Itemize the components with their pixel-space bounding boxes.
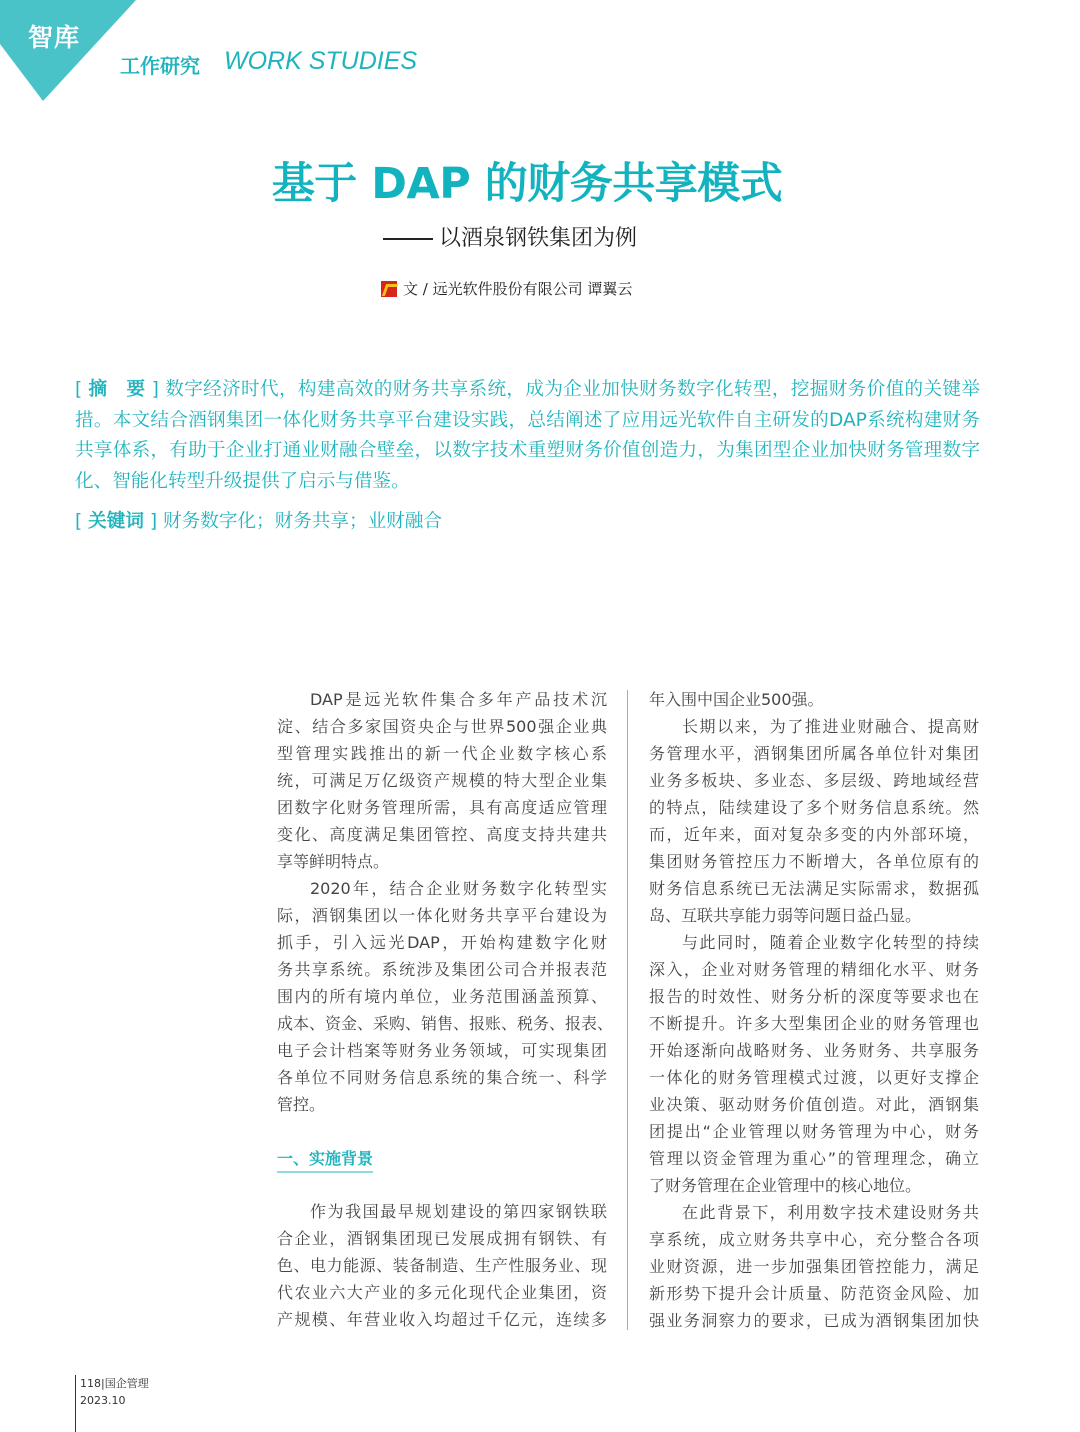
text-line: 管控。 xyxy=(277,1095,326,1114)
text-line: 享系统，成立财务共享中心，充分整合各项 xyxy=(649,1230,979,1249)
text-line: 财务信息系统已无法满足实际需求，数据孤 xyxy=(649,879,979,898)
text-line: 各单位不同财务信息系统的集合统一、科学 xyxy=(277,1068,607,1087)
text-line: 报告的时效性、财务分析的深度等要求也在 xyxy=(649,987,979,1006)
text-line: DAP是远光软件集合多年产品技术沉 xyxy=(310,690,607,709)
text-line: 务管理水平，酒钢集团所属各单位针对集团 xyxy=(649,744,979,763)
text-line: 岛、互联共享能力弱等问题日益凸显。 xyxy=(649,906,922,925)
text-line: 一体化的财务管理模式过渡，以更好支撑企 xyxy=(649,1068,979,1087)
paragraph xyxy=(277,1198,607,1333)
footer-page-info: 118|国企管理 xyxy=(80,1377,149,1390)
text-line: 型管理实践推出的新一代企业数字核心系 xyxy=(277,744,607,763)
text-line: 深入，企业对财务管理的精细化水平、财务 xyxy=(649,960,979,979)
body-column-left-continued xyxy=(277,1198,607,1333)
text-line: 而，近年来，面对复杂多变的内外部环境， xyxy=(649,825,979,844)
dash-rule xyxy=(383,238,433,240)
paragraph xyxy=(649,1199,979,1334)
magazine-name: 国企管理 xyxy=(104,1377,149,1390)
abstract-text: 数字经济时代，构建高效的财务共享系统，成为企业加快财务数字化转型，挖掘财务价值的关键举措。本文结合酒钢集团一体化财务共享平台建设实践，总结阐述了应用远光软件自主研发的DAP系统构建财务共享体系，有助于企业打通业财融合壁垒，以数字技术重塑财务价值创造力，为集团型企业加快财务管理数字化、智能化转型升级提供了启示与借鉴。 xyxy=(75,379,980,492)
keywords-label: 关键词 xyxy=(88,511,144,532)
section-heading: 一、实施背景 xyxy=(277,1146,373,1173)
issue-date: 2023.10 xyxy=(80,1394,126,1407)
text-line: 享等鲜明特点。 xyxy=(277,852,390,871)
text-line: 色、电力能源、装备制造、生产性服务业、现 xyxy=(277,1256,607,1275)
text-line: 的特点，陆续建设了多个财务信息系统。然 xyxy=(649,798,979,817)
text-line: 开始逐渐向战略财务、业务财务、共享服务 xyxy=(649,1041,979,1060)
text-line: 2020年，结合企业财务数字化转型实 xyxy=(310,879,607,898)
section-title-cn: 工作研究 xyxy=(120,54,200,78)
text-line: 与此同时，随着企业数字化转型的持续 xyxy=(682,933,979,952)
keywords: [ 关键词 ] 财务数字化；财务共享；业财融合 xyxy=(75,511,442,532)
text-line: 团提出“企业管理以财务管理为中心，财务 xyxy=(649,1122,979,1141)
paragraph xyxy=(649,713,979,929)
page-number: 118 xyxy=(80,1377,101,1390)
company-logo-icon xyxy=(381,281,397,297)
byline xyxy=(381,278,632,299)
text-line: 合企业，酒钢集团现已发展成拥有钢铁、有 xyxy=(277,1229,607,1248)
article-title: 基于 DAP 的财务共享模式 xyxy=(271,159,783,209)
text-line: 年入围中国企业500强。 xyxy=(649,690,824,709)
abstract-label: 摘 要 xyxy=(88,379,146,400)
text-line: 产规模、年营业收入均超过千亿元，连续多 xyxy=(277,1310,607,1329)
text-line: 团数字化财务管理所需，具有高度适应管理 xyxy=(277,798,607,817)
paragraph xyxy=(649,686,979,713)
text-line: 管理以资金管理为重心”的管理理念，确立 xyxy=(649,1149,979,1168)
text-line: 代农业六大产业的多元化现代企业集团，资 xyxy=(277,1283,607,1302)
text-line: 电子会计档案等财务业务领域，可实现集团 xyxy=(277,1041,607,1060)
column-label: 智库 xyxy=(28,23,81,52)
text-line: 不断提升。许多大型集团企业的财务管理也 xyxy=(649,1014,979,1033)
text-line: 长期以来，为了推进业财融合、提高财 xyxy=(682,717,979,736)
text-line: 强业务洞察力的要求，已成为酒钢集团加快 xyxy=(649,1311,979,1330)
text-line: 围内的所有境内单位，业务范围涵盖预算、 xyxy=(277,987,607,1006)
column-divider xyxy=(627,690,628,1330)
text-line: 在此背景下，利用数字技术建设财务共 xyxy=(682,1203,979,1222)
text-line: 作为我国最早规划建设的第四家钢铁联 xyxy=(310,1202,607,1221)
text-line: 统，可满足万亿级资产规模的特大型企业集 xyxy=(277,771,607,790)
text-line: 淀、结合多家国资央企与世界500强企业典 xyxy=(277,717,607,736)
text-line: 抓手，引入远光DAP，开始构建数字化财 xyxy=(277,933,607,952)
keywords-text: 财务数字化；财务共享；业财融合 xyxy=(163,511,442,532)
body-column-right xyxy=(649,686,979,1334)
footer-rule xyxy=(75,1375,76,1432)
text-line: 新形势下提升会计质量、防范资金风险、加 xyxy=(649,1284,979,1303)
article-subtitle xyxy=(383,221,637,252)
paragraph xyxy=(277,686,607,875)
abstract: [ 摘 要 ] 数字经济时代，构建高效的财务共享系统，成为企业加快财务数字化转型，挖掘财务价值的关键举措。本文结合酒钢集团一体化财务共享平台建设实践，总结阐述了应用远光软件自主研发的DAP系统构建财务共享体系，有助于企业打通业财融合壁垒，以数字技术重塑财务价值创造力，为集团型企业加快财务管理数字化、智能化转型升级提供了启示与借鉴。 xyxy=(75,379,980,492)
subtitle-text: 以酒泉钢铁集团为例 xyxy=(439,226,638,251)
text-line: 务共享系统。系统涉及集团公司合并报表范 xyxy=(277,960,607,979)
section-title-en: WORK STUDIES xyxy=(224,47,418,75)
byline-text: 文 / 远光软件股份有限公司 谭翼云 xyxy=(403,280,633,298)
text-line: 业务多板块、多业态、多层级、跨地域经营 xyxy=(649,771,979,790)
text-line: 成本、资金、采购、销售、报账、税务、报表、 xyxy=(277,1014,614,1033)
text-line: 变化、高度满足集团管控、高度支持共建共 xyxy=(277,825,607,844)
text-line: 集团财务管控压力不断增大，各单位原有的 xyxy=(649,852,979,871)
text-line: 际，酒钢集团以一体化财务共享平台建设为 xyxy=(277,906,607,925)
body-column-left xyxy=(277,686,614,1118)
text-line: 了财务管理在企业管理中的核心地位。 xyxy=(649,1176,922,1195)
text-line: 业决策、驱动财务价值创造。对此，酒钢集 xyxy=(649,1095,979,1114)
text-line: 业财资源，进一步加强集团管控能力，满足 xyxy=(649,1257,979,1276)
paragraph xyxy=(649,929,979,1199)
paragraph xyxy=(277,875,614,1118)
